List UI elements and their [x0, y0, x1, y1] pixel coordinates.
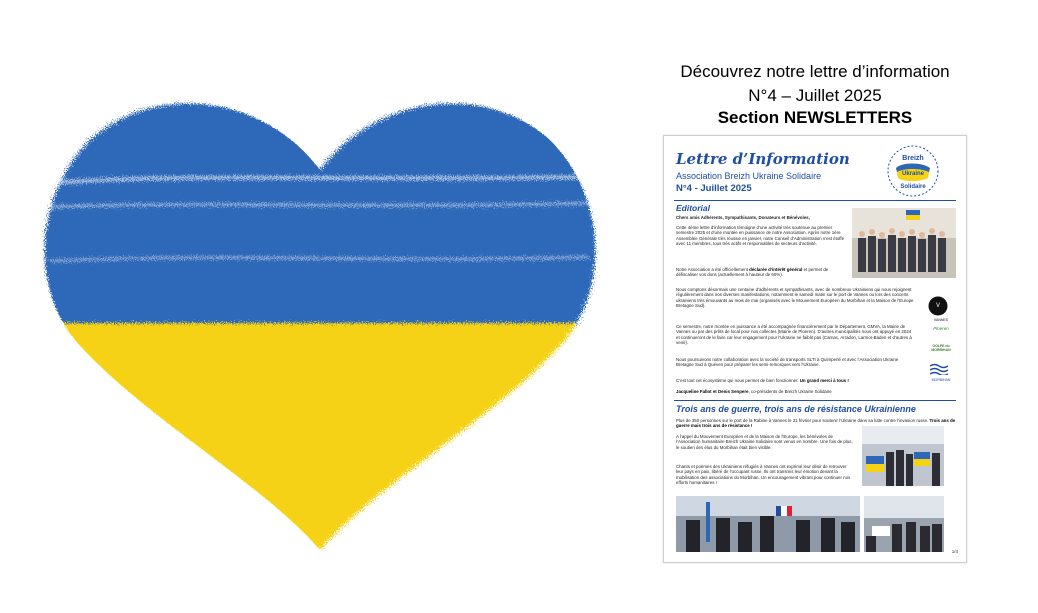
- ukraine-heart-image: [30, 85, 610, 555]
- editorial-paragraph-6: C’est tout cet écosystème qui nous permet de bien fonctionner. Un grand merci à tous !: [676, 378, 849, 383]
- editorial-signature: Jacqueline Fallot et Denis Senpere, co-présidents de Breizh Ukraine Solidaire: [676, 389, 832, 394]
- editorial-paragraph-1: Cette 4ème lettre d’information témoigne d’une activité très soutenue au premier semestre 2025 et d’une montée en puissance de notre Association. Après notre 1ère Assemblée Générale très réussie en janvier, notre Conseil d’Administration s’est étoffé avec 11 membres, tous très actifs et responsables de secteurs d’activité.: [676, 225, 845, 247]
- rally-photo-officials: [676, 496, 860, 552]
- editorial-paragraph-4: Ce semestre, notre montée en puissance a été accompagnée financièrement par le Département, GMVA, la Mairie de Vannes ou par des prêts de local pour nos collectes (Mairie de Ploeren). D’autres municipalités nous ont appuyé en 2024 et continueront de le faire car leur engagement pour l’Ukraine ne faiblit pas (Carnac, Arradon, Larmor-Baden et d’autres à venir).: [676, 324, 912, 346]
- svg-text:Breizh: Breizh: [902, 155, 924, 162]
- article-paragraph-1: Plus de 350 personnes sur le port de la Rabine à Vannes le 21 février pour soutenir l’Ukraine dans sa lutte contre l’invasion russe. Trois ans de guerre mais trois ans de résistance !: [676, 418, 956, 429]
- editorial-paragraph-3: Nous comptons désormais une centaine d’adhérents et sympathisants, avec de nombreux Ukrainiens qui nous rejoignent régulièrement dans nos diverses manifestations, notamment le samedi matin sur le port de Vannes ou lors des concerts ukrainiens très émouvants au mois de mai (organisés avec le Mouvement Européen du Morbihan et la Maison de l’Europe Bretagne Sud).: [676, 287, 914, 309]
- rally-photo-crowd: [864, 496, 944, 552]
- page-number: 1/4: [951, 549, 958, 554]
- group-photo: [852, 208, 956, 278]
- newsletter-subtitle: Association Breizh Ukraine Solidaire: [676, 171, 822, 181]
- rally-photo-flags: [862, 426, 944, 486]
- association-logo: [886, 144, 940, 198]
- partner-ploeren: Ploeren: [933, 326, 949, 331]
- partner-morbihan: MORBIHAN: [931, 378, 951, 382]
- newsletter-issue: N°4 - Juillet 2025: [676, 183, 752, 194]
- newsletter-title: Lettre d’Information: [676, 150, 850, 168]
- article-heading: Trois ans de guerre, trois ans de résistance Ukrainienne: [676, 404, 916, 414]
- partner-golfe: GOLFE du MORBIHAN: [931, 344, 951, 352]
- article-paragraph-2: A l’appel du Mouvement Européen et de la Maison de l’Europe, les bénévoles de l’Association humanitaire Breizh Ukraine Solidaire sont venus en nombre. Une fois de plus, le soutien des élus du Morbihan était bien visible.: [676, 434, 853, 450]
- editorial-paragraph-5: Nous poursuivons notre collaboration avec la société de transports SLTI à Quimperlé et avec l’Association Ukraine Bretagne Sud à Quéven pour préparer les semi-remorques vers l’Ukraine.: [676, 357, 899, 368]
- partner-vannes: VANNES: [933, 318, 949, 322]
- editorial-paragraph-2: Notre Association a été officiellement déclarée d’intérêt général et permet de défiscaliser vos dons (actuellement à hauteur de 60%).: [676, 267, 829, 278]
- article-paragraph-3: Chants et poèmes des Ukrainiens réfugiés à Vannes ont exprimé leur désir de retrouver leur pays en paix, libéré de l’occupant russe. Ils ont transmis leur émotion devant la mobilisation des associations du Morbihan. Un encouragement vibrant pour continuer nos efforts humanitaires !: [676, 464, 851, 486]
- headline-section: Section NEWSLETTERS: [717, 108, 913, 127]
- heart-yellow-half: [30, 323, 610, 555]
- headline-issue: N°4 – Juillet 2025: [748, 86, 882, 105]
- divider: [674, 400, 956, 401]
- svg-text:Ukraine: Ukraine: [901, 171, 925, 177]
- newsletter-thumbnail[interactable]: [663, 135, 967, 563]
- morbihan-logo: [930, 363, 948, 375]
- svg-text:Solidaire: Solidaire: [900, 184, 926, 190]
- svg-text:V: V: [935, 303, 941, 309]
- editorial-heading: Editorial: [676, 203, 711, 213]
- divider: [674, 200, 956, 201]
- headline-discover: Découvrez notre lettre d’information: [680, 62, 950, 81]
- editorial-greeting: Chers amis Adhérents, Sympathisants, Donateurs et Bénévoles,: [676, 215, 810, 220]
- vannes-logo: [928, 296, 948, 316]
